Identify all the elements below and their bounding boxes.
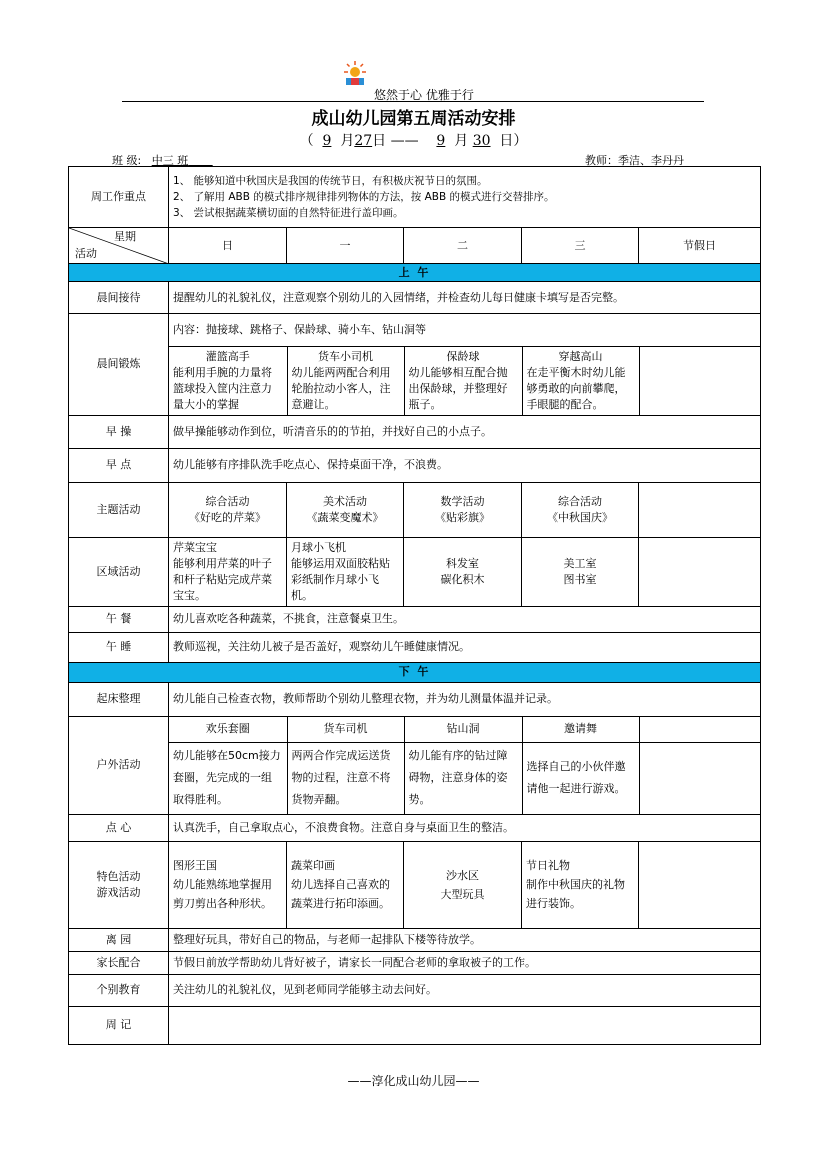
notes [169,1006,761,1044]
snack-label: 早 点 [69,448,169,482]
end-day: 30 [472,133,491,149]
theme-label: 主题活动 [69,482,169,537]
start-day: 27 [354,133,373,149]
area-item: 芹菜宝宝 能够利用芹菜的叶子和杆子粘贴完成芹菜宝宝。 [169,537,287,606]
outdoor-empty [639,743,761,814]
outdoor-title: 货车司机 [287,717,404,743]
theme-item: 综合活动 《中秋国庆》 [522,482,639,537]
nap-label: 午 睡 [69,632,169,662]
end-month: 9 [436,133,446,149]
theme-item: 综合活动 《好吃的芹菜》 [169,482,287,537]
outdoor-title: 钻山洞 [404,717,522,743]
exercise-item: 货车小司机 幼儿能两两配合利用轮胎拉动小客人，注意避让。 [287,346,404,415]
pm-snack-label: 点 心 [69,814,169,841]
outdoor-label: 户外活动 [69,716,169,814]
start-month: 9 [322,133,332,149]
page-title: 成山幼儿园第五周活动安排 [311,109,516,129]
footer: ——淳化成山幼儿园—— [347,1074,480,1088]
special-item: 蔬菜印画 幼儿选择自己喜欢的蔬菜进行拓印添画。 [287,841,404,928]
theme-empty [639,482,761,537]
drill: 做早操能够动作到位，听清音乐的的节拍，并找好自己的小点子。 [169,415,761,448]
header-corner: 星期 活动 [69,228,169,264]
outdoor-text: 幼儿能够在50cm接力套圈，先完成的一组取得胜利。 [169,743,287,814]
header-rule [122,101,704,102]
exercise-empty [639,346,761,415]
parent-label: 家长配合 [69,951,169,974]
kindergarten-logo [340,60,370,96]
outdoor-empty [639,717,761,743]
teacher-info: 教师：季洁、李丹丹 [585,154,684,167]
individual-label: 个别教育 [69,974,169,1006]
class-value: 中三 班 [151,154,189,167]
notes-label: 周 记 [69,1006,169,1044]
exercise-cell [169,314,761,416]
individual: 关注幼儿的礼貌礼仪，见到老师同学能够主动去问好。 [169,974,761,1006]
lunch: 幼儿喜欢吃各种蔬菜，不挑食，注意餐桌卫生。 [169,606,761,632]
leave-label: 离 园 [69,928,169,951]
outdoor-text: 选择自己的小伙伴邀请他一起进行游戏。 [522,743,639,814]
pm-snack: 认真洗手，自己拿取点心，不浪费食物。注意自身与桌面卫生的整洁。 [169,814,761,841]
area-label: 区域活动 [69,537,169,606]
exercise-item: 保龄球 幼儿能够相互配合抛出保龄球，并整理好瓶子。 [404,346,522,415]
outdoor-text: 两两合作完成运送货物的过程，注意不将货物弄翻。 [287,743,404,814]
exercise-intro: 内容：抛接球、跳格子、保龄球、骑小车、钻山洞等 [169,314,761,346]
exercise-label: 晨间锻炼 [69,314,169,416]
theme-item: 美术活动 《蔬菜变魔术》 [287,482,404,537]
drill-label: 早 操 [69,415,169,448]
area-item: 科发室 碳化积木 [404,537,522,606]
leave: 整理好玩具，带好自己的物品，与老师一起排队下楼等待放学。 [169,928,761,951]
wake-label: 起床整理 [69,682,169,716]
parent: 节假日前放学帮助幼儿背好被子，请家长一同配合老师的拿取被子的工作。 [169,951,761,974]
area-item: 月球小飞机 能够运用双面胶粘贴彩纸制作月球小飞机。 [287,537,404,606]
motto: 悠然于心 优雅于行 [374,88,474,102]
reception-label: 晨间接待 [69,282,169,314]
wake: 幼儿能自己检查衣物，教师帮助个别幼儿整理衣物，并为幼儿测量体温并记录。 [169,682,761,716]
day-wed: 三 [522,228,639,264]
theme-item: 数学活动 《贴彩旗》 [404,482,522,537]
special-item: 沙水区 大型玩具 [404,841,522,928]
snack: 幼儿能够有序排队洗手吃点心、保持桌面干净，不浪费。 [169,448,761,482]
area-empty [639,537,761,606]
weekly-focus-label: 周工作重点 [69,167,169,228]
date-range: （ 9 月27日 —— 9 月 30 日） [299,133,528,149]
exercise-item: 穿越高山 在走平衡木时幼儿能够勇敢的向前攀爬，手眼腿的配合。 [522,346,639,415]
lunch-label: 午 餐 [69,606,169,632]
day-tue: 二 [404,228,522,264]
special-label: 特色活动 游戏活动 [69,841,169,928]
outdoor-title: 邀请舞 [522,717,639,743]
area-item: 美工室 图书室 [522,537,639,606]
special-item: 节日礼物 制作中秋国庆的礼物进行装饰。 [522,841,639,928]
weekly-schedule-table [68,166,761,1045]
afternoon-section: 下 午 [69,662,761,682]
weekly-focus: 1、 能够知道中秋国庆是我国的传统节日，有积极庆祝节日的氛围。 2、 了解用 ABB 的模式排序规律排列物体的方法，按 ABB 的模式进行交替排序。 3、 尝试根据蔬菜横切面的自然特征进行盖印画。 [169,167,761,228]
day-sun: 日 [169,228,287,264]
nap: 教师巡视，关注幼儿被子是否盖好，观察幼儿午睡健康情况。 [169,632,761,662]
reception: 提醒幼儿的礼貌礼仪，注意观察个别幼儿的入园情绪，并检查幼儿每日健康卡填写是否完整。 [169,282,761,314]
outdoor-title: 欢乐套圈 [169,717,287,743]
day-mon: 一 [287,228,404,264]
day-holiday: 节假日 [639,228,761,264]
exercise-item: 灌篮高手 能利用手腕的力量将篮球投入筐内注意力量大小的掌握 [169,346,287,415]
outdoor-cell [169,716,761,814]
class-info: 班 级: 中三 班 [112,154,189,167]
special-empty [639,841,761,928]
special-item: 图形王国 幼儿能熟练地掌握用剪刀剪出各种形状。 [169,841,287,928]
morning-section: 上 午 [69,264,761,282]
outdoor-text: 幼儿能有序的钻过障碍物，注意身体的姿势。 [404,743,522,814]
